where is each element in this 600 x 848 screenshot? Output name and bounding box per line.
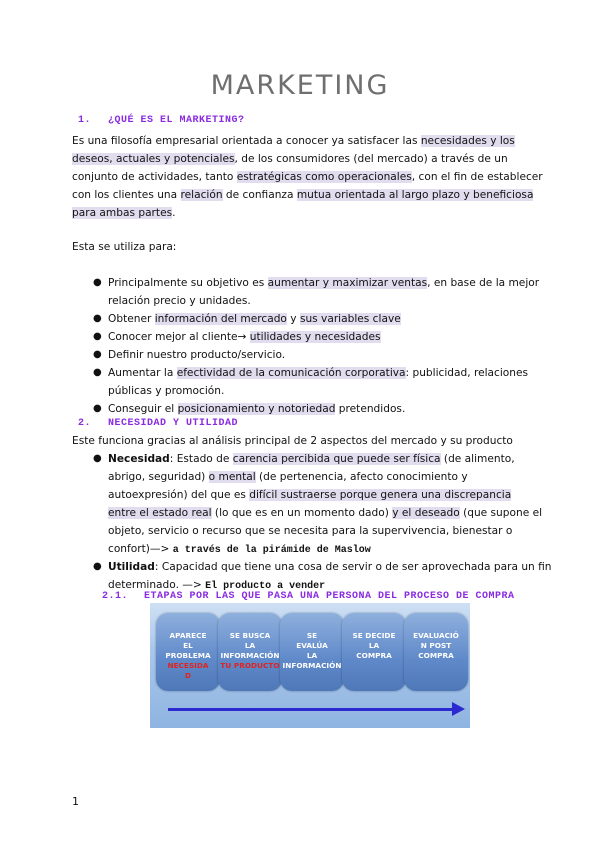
process-arrow (168, 708, 456, 711)
highlight: entre el estado real (108, 507, 212, 519)
text-run: Principalmente su objetivo es (108, 277, 268, 289)
stage-post-purchase (404, 613, 468, 691)
text-run: confort)—> (108, 543, 173, 555)
highlight: estratégicas como operacionales (236, 171, 412, 183)
text-run: Conseguir el (108, 403, 178, 415)
text-run: (de alimento, (440, 453, 515, 465)
text-run: : Capacidad que tiene una cosa de servir o de ser aprovechada para un fin (154, 561, 552, 573)
list-item: Definir nuestro producto/servicio. (108, 349, 286, 361)
paragraph: Esta se utiliza para: (72, 241, 177, 253)
list-item (108, 450, 515, 468)
paragraph-line (72, 132, 515, 150)
list-item-continuation: objeto, servicio o recurso que se necesita para la supervivencia, bienestar o (108, 525, 513, 537)
text-run: Obtener (108, 313, 155, 325)
text-run: : Estado de (169, 453, 233, 465)
text-run: (que supone el (459, 507, 543, 519)
list-item (108, 558, 552, 576)
paragraph-line (72, 186, 533, 204)
list-item-continuation (108, 504, 542, 522)
section-1-heading (78, 115, 245, 126)
stage-text: APARECE (169, 631, 207, 640)
text-run: determinado. —> (108, 579, 206, 591)
section-title: ¿QUÉ ES EL MARKETING? (108, 115, 245, 126)
stage-text: LA (368, 641, 380, 650)
bullet-icon: ● (93, 453, 102, 464)
section-2-1-heading (102, 591, 515, 602)
stage-text: SE DECIDE (352, 631, 396, 640)
bullet-icon: ● (93, 277, 102, 288)
highlight: o mental (208, 471, 256, 483)
stage-text: EVALUACIÓ (413, 631, 459, 640)
list-item-continuation: relación precio y unidades. (108, 295, 251, 307)
stage-text: EVALÚA (296, 641, 328, 650)
highlight: y el deseado (392, 507, 460, 519)
highlight: utilidades y necesidades (249, 331, 381, 343)
list-item (108, 400, 405, 418)
bullet-icon: ● (93, 561, 102, 572)
highlight: difícil sustraerse porque genera una discrepancia (249, 489, 512, 501)
highlight: efectividad de la comunicación corporativa (176, 367, 406, 379)
stage-text: EL (183, 641, 193, 650)
highlight: necesidades y los (420, 135, 515, 147)
text-run: , en base de la mejor (427, 277, 540, 289)
stage-text-highlight: D (184, 671, 192, 680)
stage-text: INFORMACIÓN (220, 651, 280, 660)
text-run: y (286, 313, 300, 325)
stage-problem (156, 613, 220, 691)
list-item (108, 328, 381, 346)
text-run: conjunto de actividades, tanto (72, 171, 237, 183)
paragraph-line (72, 204, 175, 222)
list-item (108, 310, 401, 328)
text-run: , con el fin de establecer (411, 171, 543, 183)
section-2-heading (78, 418, 238, 429)
section-number: 2. (78, 418, 92, 429)
highlight: relación (180, 189, 223, 201)
text-run: : publicidad, relaciones (405, 367, 529, 379)
stage-text: LA (306, 651, 318, 660)
text-run: de confianza (222, 189, 297, 201)
highlight: para ambas partes (72, 207, 173, 219)
section-title: ETAPAS POR LAS QUE PASA UNA PERSONA DEL PROCESO DE COMPRA (144, 591, 515, 602)
text-run: , de los consumidores (del mercado) a través de un (234, 153, 508, 165)
section-number: 1. (78, 115, 92, 126)
text-run: (lo que es en un momento dado) (211, 507, 393, 519)
text-run: abrigo, seguridad) (108, 471, 209, 483)
term-label: Necesidad (108, 453, 170, 465)
bullet-icon: ● (93, 403, 102, 414)
stage-text-highlight: TU PRODUCTO (220, 661, 280, 670)
highlight: sus variables clave (299, 313, 401, 325)
arrow-head-icon (452, 702, 465, 716)
bold-text: a través de la pirámide de Maslow (172, 545, 371, 556)
stage-text: SE BUSCA (229, 631, 271, 640)
text-run: pretendidos. (335, 403, 406, 415)
highlight: deseos, actuales y potenciales (72, 153, 235, 165)
stage-search-info (218, 613, 282, 691)
stage-decide-purchase (342, 613, 406, 691)
bullet-icon: ● (93, 313, 102, 324)
paragraph: Este funciona gracias al análisis principal de 2 aspectos del mercado y su producto (72, 435, 513, 447)
highlight: mutua orientada al largo plazo y beneficiosa (296, 189, 534, 201)
stage-text-highlight: NECESIDA (167, 661, 209, 670)
list-item-continuation (108, 468, 468, 486)
section-title: NECESIDAD Y UTILIDAD (108, 418, 239, 429)
document-title: MARKETING (210, 70, 390, 101)
text-run: Conocer mejor al cliente→ (108, 331, 250, 343)
bullet-icon: ● (93, 367, 102, 378)
stage-evaluate-info (280, 613, 344, 691)
stage-text: COMPRA (418, 651, 454, 660)
term-label: Utilidad (108, 561, 155, 573)
stage-text: PROBLEMA (165, 651, 211, 660)
stage-text: INFORMACIÓN (282, 661, 342, 670)
section-number: 2.1. (102, 591, 129, 602)
bullet-icon: ● (93, 349, 102, 360)
list-item (108, 274, 539, 292)
paragraph-line (72, 150, 508, 168)
stage-text: LA (244, 641, 256, 650)
list-item-continuation: públicas y promoción. (108, 385, 225, 397)
text-run: autoexpresión) del que es (108, 489, 250, 501)
bullet-icon: ● (93, 331, 102, 342)
list-item-continuation (108, 540, 371, 560)
highlight: aumentar y maximizar ventas (267, 277, 428, 289)
text-run: con los clientes una (72, 189, 181, 201)
page-number: 1 (72, 795, 79, 808)
text-run: . (172, 207, 176, 219)
bold-text: El producto a vender (205, 581, 326, 592)
paragraph-line (72, 168, 543, 186)
highlight: información del mercado (154, 313, 287, 325)
text-run: Es una filosofía empresarial orientada a conocer ya satisfacer las (72, 135, 421, 147)
highlight: carencia percibida que puede ser física (232, 453, 441, 465)
list-item (108, 364, 528, 382)
text-run: Aumentar la (108, 367, 177, 379)
list-item-continuation (108, 486, 511, 504)
stage-text: COMPRA (356, 651, 392, 660)
stage-text: N POST (420, 641, 452, 650)
text-run: (de pertenencia, afecto conocimiento y (255, 471, 468, 483)
highlight: posicionamiento y notoriedad (177, 403, 336, 415)
stage-text: SE (306, 631, 318, 640)
